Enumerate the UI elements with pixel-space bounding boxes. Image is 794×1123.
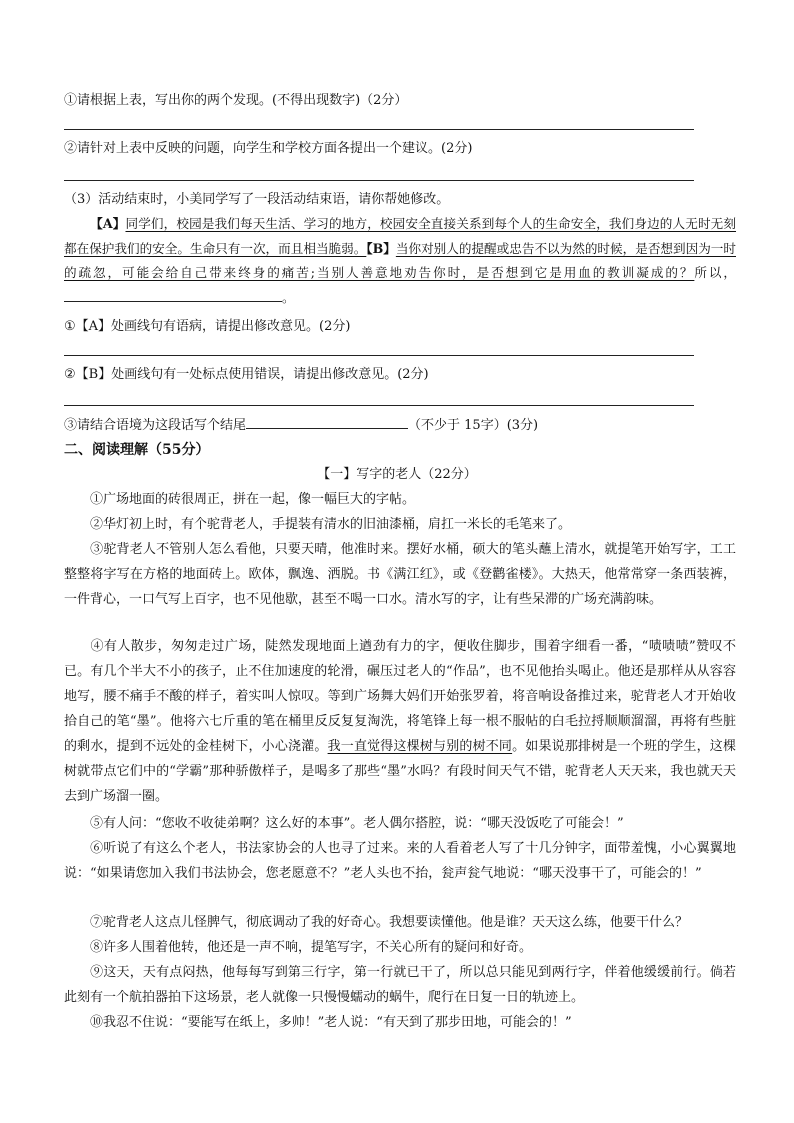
paragraph-text: ⑦驼背老人这点儿怪脾气，彻底调动了我的好奇心。我想要读懂他。他是谁？天天这么练，他要干什么？ xyxy=(90,915,689,930)
question-3-sub-1: ①【A】处画线句有语病，请提出修改意见。(2分) xyxy=(64,319,351,334)
paragraph-text: ③驼背老人不管别人怎么看他，只要天晴，他准时来。摆好水桶，硕大的笔头蘸上清水，就提笔开始写字，工工整整将字写在方格的地面砖上。欧体，飘逸、洒脱。书《满江红》，或《登鹳雀楼》。大热天，他常常穿一条西装裤，一件背心，一口气写上百字，也不见他歇，甚至不喝一口水。清水写的字，让有些呆滞的广场充满韵味。 xyxy=(64,542,736,607)
mark-a: 【A】 xyxy=(90,216,126,231)
paragraph-text: ⑩我忍不住说：“要能写在纸上，多帅！”老人说：“有天到了那步田地，可能会的！” xyxy=(90,1015,572,1030)
article-paragraph-3 xyxy=(64,537,736,612)
underlined-sentence-b: 当你对别人的提醒或忠告不以为然的时候，是否想到因为一时的疏忽，可能会给自己带来终身的痛苦;当别人善意地劝告你时，是否想到它是用血的教训凝成的？ xyxy=(64,240,736,280)
mark-b: 【B】 xyxy=(366,240,396,256)
paragraph-text: ⑤有人问：“您收不收徒弟啊？这么好的本事”。老人偶尔搭腔，说：“哪天没饭吃了可能会！” xyxy=(90,816,624,831)
question-3-sub-2: ②【B】处画线句有一处标点使用错误，请提出修改意见。(2分) xyxy=(64,367,429,382)
article-paragraph-10 xyxy=(64,1010,736,1035)
paragraph-text: ②华灯初上时，有个驼背老人，手提装有清水的旧油漆桶，肩扛一米长的毛笔来了。 xyxy=(90,517,572,532)
question-3-sub-3 xyxy=(64,416,538,435)
question-3-sub-3-text: ③请结合语境为这段话写个结尾 xyxy=(64,418,247,433)
answer-line[interactable] xyxy=(64,180,694,181)
underlined-sentence: 我一直觉得这棵树与别的树不同 xyxy=(327,739,513,754)
paragraph-text: ⑨这天，天有点闷热，他每每写到第三行字，第一行就已干了，所以总只能见到两行字，伴着他缓缓前行。倘若此刻有一个航拍器拍下这场景，老人就像一只慢慢蠕动的蜗牛，爬行在日复一日的轨迹上。 xyxy=(64,965,736,1005)
question-1-item-2: ②请针对上表中反映的问题，向学生和学校方面各提出一个建议。(2分) xyxy=(64,141,473,156)
paragraph-text: ①广场地面的砖很周正，拼在一起，像一幅巨大的字帖。 xyxy=(90,492,416,507)
paragraph-text: ⑧许多人围着他转，他还是一声不响，提笔写字，不关心所有的疑问和好奇。 xyxy=(90,940,533,955)
article-paragraph-6 xyxy=(64,836,736,886)
article-paragraph-7 xyxy=(64,910,736,935)
question-3-sub-3-requirement: （不少于 15字）(3分) xyxy=(408,418,539,433)
article-paragraph-4 xyxy=(64,634,736,809)
paragraph-text: ⑥听说了有这么个老人，书法家协会的人也寻了过来。来的人看着老人写了十几分钟字，面带羞愧，小心翼翼地说：“如果请您加入我们书法协会，您老愿意不？”老人头也不抬，瓮声瓮气地说：“哪天没事干了，可能会的！” xyxy=(64,841,736,881)
passage-end-mark: 。 xyxy=(282,289,295,305)
answer-line[interactable] xyxy=(64,405,694,406)
ending-answer-blank[interactable] xyxy=(246,416,408,429)
paragraph-text: ④有人散步，匆匆走过广场，陡然发现地面上遒劲有力的字，便收住脚步，围着字细看一番，“啧啧啧”赞叹不已。有几个半大不小的孩子，止不住加速度的轮滑，碾压过老人的“作品”，也不见他抬头喝止。他还是那样从从容容地写，腰不痛手不酸的样子，着实叫人惊叹。等到广场舞大妈们开始张罗着，将音响设备推过来，驼背老人才开始收拾自己的笔“墨”。他将六七斤重的笔在桶里反反复复淘洗，将笔锋上每一根不服帖的白毛拉捋顺顺溜溜，再将有些脏的剩水，提到不远处的金桂树下，小心浇灌。 xyxy=(64,639,736,754)
article-paragraph-8 xyxy=(64,935,736,960)
paragraph-text: 。如果说那排树是一个班的学生，这棵树就带点它们中的“学霸”那种骄傲样子，是喝多了那些“墨”水吗？有段时间天气不错，驼背老人天天来，我也就天天去到广场溜一圈。 xyxy=(64,739,736,804)
article-paragraph-1 xyxy=(64,487,736,512)
article-paragraph-2 xyxy=(64,512,736,537)
answer-line[interactable] xyxy=(64,129,694,130)
article-paragraph-5 xyxy=(64,811,736,836)
section-title: 二、阅读理解（55分） xyxy=(64,442,210,458)
answer-line[interactable] xyxy=(64,355,694,356)
article-title: 【一】写字的老人（22分） xyxy=(317,467,477,482)
article-paragraph-9 xyxy=(64,960,736,1010)
question-3-intro: （3）活动结束时，小美同学写了一段活动结束语，请你帮她修改。 xyxy=(64,192,450,207)
passage-tail: 所以， xyxy=(694,265,737,280)
ending-blank[interactable] xyxy=(64,289,282,302)
underlined-sentence-a: 同学们，校园是我们每天生活、学习的地方，校园安全直接关系到每个人的生命安全，我们身边的人无时无刻都在保护我们的安全。生命只有一次，而且相当脆弱。 xyxy=(64,216,737,256)
question-1-item-1: ①请根据上表，写出你的两个发现。(不得出现数字)（2分） xyxy=(64,93,408,108)
closing-remarks-passage xyxy=(64,212,736,310)
